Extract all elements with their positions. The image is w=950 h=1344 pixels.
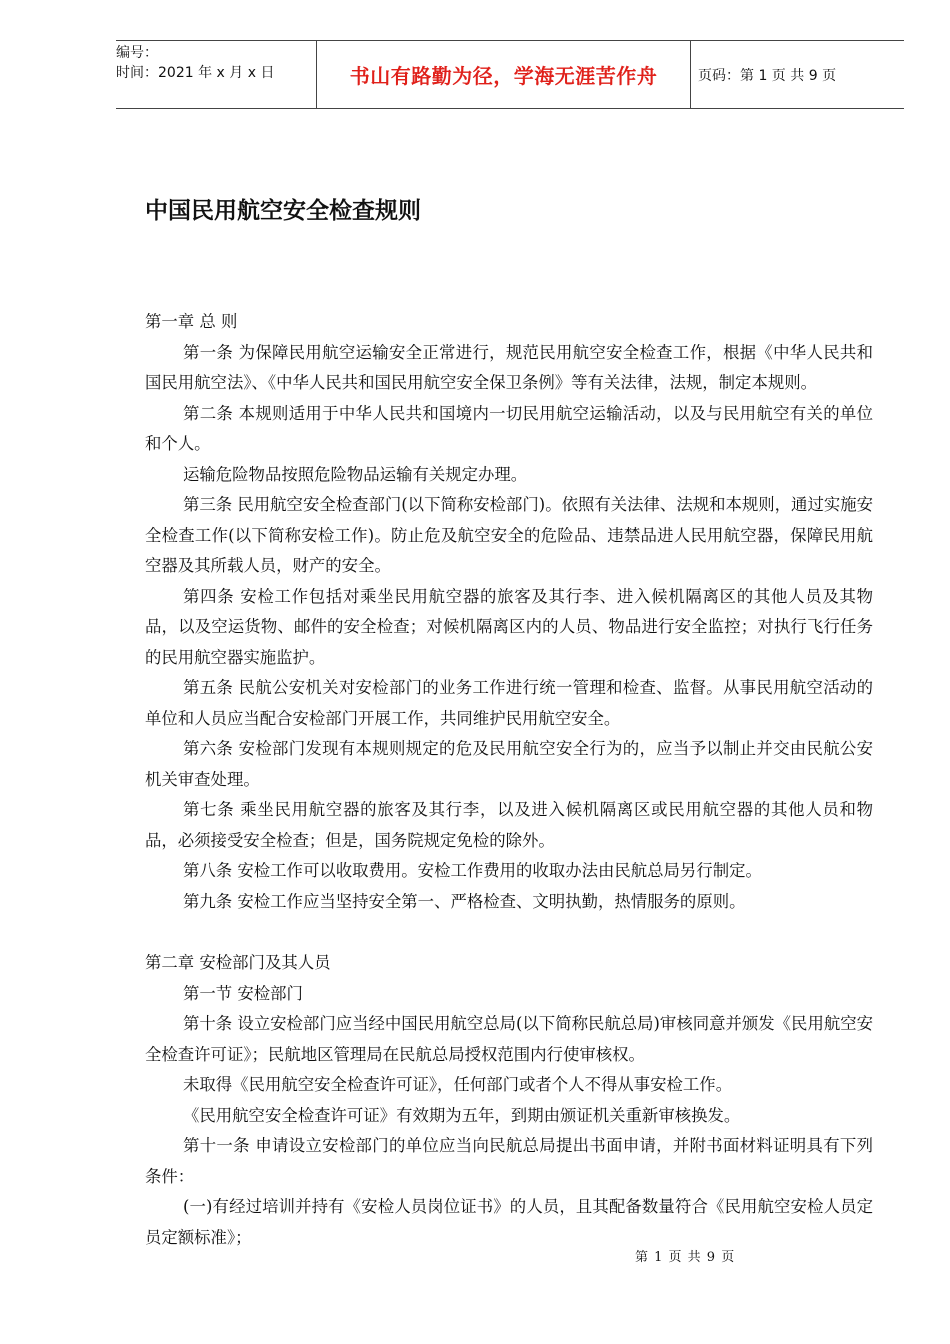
document-title: 中国民用航空安全检查规则 [145,198,421,224]
section-gap [145,917,873,948]
article-2: 第二条 本规则适用于中华人民共和国境内一切民用航空运输活动，以及与民用航空有关的单位和个人。 [145,403,873,453]
section-1-heading: 第一节 安检部门 [183,983,303,1003]
document-body [145,307,873,1253]
article-3: 第三条 民用航空安全检查部门(以下简称安检部门)。依照有关法律、法规和本规则，通过实施安全检查工作(以下简称安检工作)。防止危及航空安全的危险品、违禁品进人民用航空器，保障民用航空器及其所载人员，财产的安全。 [145,495,874,575]
article-8: 第八条 安检工作可以收取费用。安检工作费用的收取办法由民航总局另行制定。 [183,861,762,880]
chapter-1-heading: 第一章 总 则 [145,312,238,331]
article-7: 第七条 乘坐民用航空器的旅客及其行李，以及进入候机隔离区或民用航空器的其他人员和物品，必须接受安全检查；但是，国务院规定免检的除外。 [145,800,873,850]
header-page-info: 页码：第 1 页 共 9 页 [698,67,837,84]
article-10-note-1: 未取得《民用航空安全检查许可证》，任何部门或者个人不得从事安检工作。 [183,1075,733,1094]
article-4: 第四条 安检工作包括对乘坐民用航空器的旅客及其行李、进入候机隔离区的其他人员及其物品，以及空运货物、邮件的安全检查；对候机隔离区内的人员、物品进行安全监控；对执行飞行任务的民用航空器实施监护。 [145,586,873,667]
article-2-note: 运输危险物品按照危险物品运输有关规定办理。 [183,464,528,484]
article-11: 第十一条 申请设立安检部门的单位应当向民航总局提出书面申请，并附书面材料证明具有下列条件： [145,1136,873,1186]
header-motto: 书山有路勤为径，学海无涯苦作舟 [316,41,691,108]
header-meta [116,41,316,110]
article-5: 第五条 民航公安机关对安检部门的业务工作进行统一管理和检查、监督。从事民用航空活动的单位和人员应当配合安检部门开展工作，共同维护民用航空安全。 [145,678,873,728]
article-10-note-2: 《民用航空安全检查许可证》有效期为五年，到期由颁证机关重新审核换发。 [183,1105,741,1125]
article-11-item-1: (一)有经过培训并持有《安检人员岗位证书》的人员，且其配备数量符合《民用航空安检人员定员定额标准》； [145,1197,873,1247]
article-6: 第六条 安检部门发现有本规则规定的危及民用航空安全行为的，应当予以制止并交由民航公安机关审查处理。 [145,739,873,789]
article-9: 第九条 安检工作应当坚持安全第一、严格检查、文明执勤，热情服务的原则。 [183,891,746,911]
time-label: 时间：2021 年 x 月 x 日 [116,65,275,81]
chapter-2-heading: 第二章 安检部门及其人员 [145,953,331,972]
number-label: 编号： [116,45,158,61]
article-1: 第一条 为保障民用航空运输安全正常进行，规范民用航空安全检查工作，根据《中华人民共和国民用航空法》、《中华人民共和国民用航空安全保卫条例》等有关法律，法规，制定本规则。 [145,342,873,392]
page-header [116,40,904,109]
article-10: 第十条 设立安检部门应当经中国民用航空总局(以下简称民航总局)审核同意并颁发《民用航空安全检查许可证》；民航地区管理局在民航总局授权范围内行使审核权。 [145,1014,874,1064]
page-footer: 第 1 页 共 9 页 [635,1250,735,1265]
